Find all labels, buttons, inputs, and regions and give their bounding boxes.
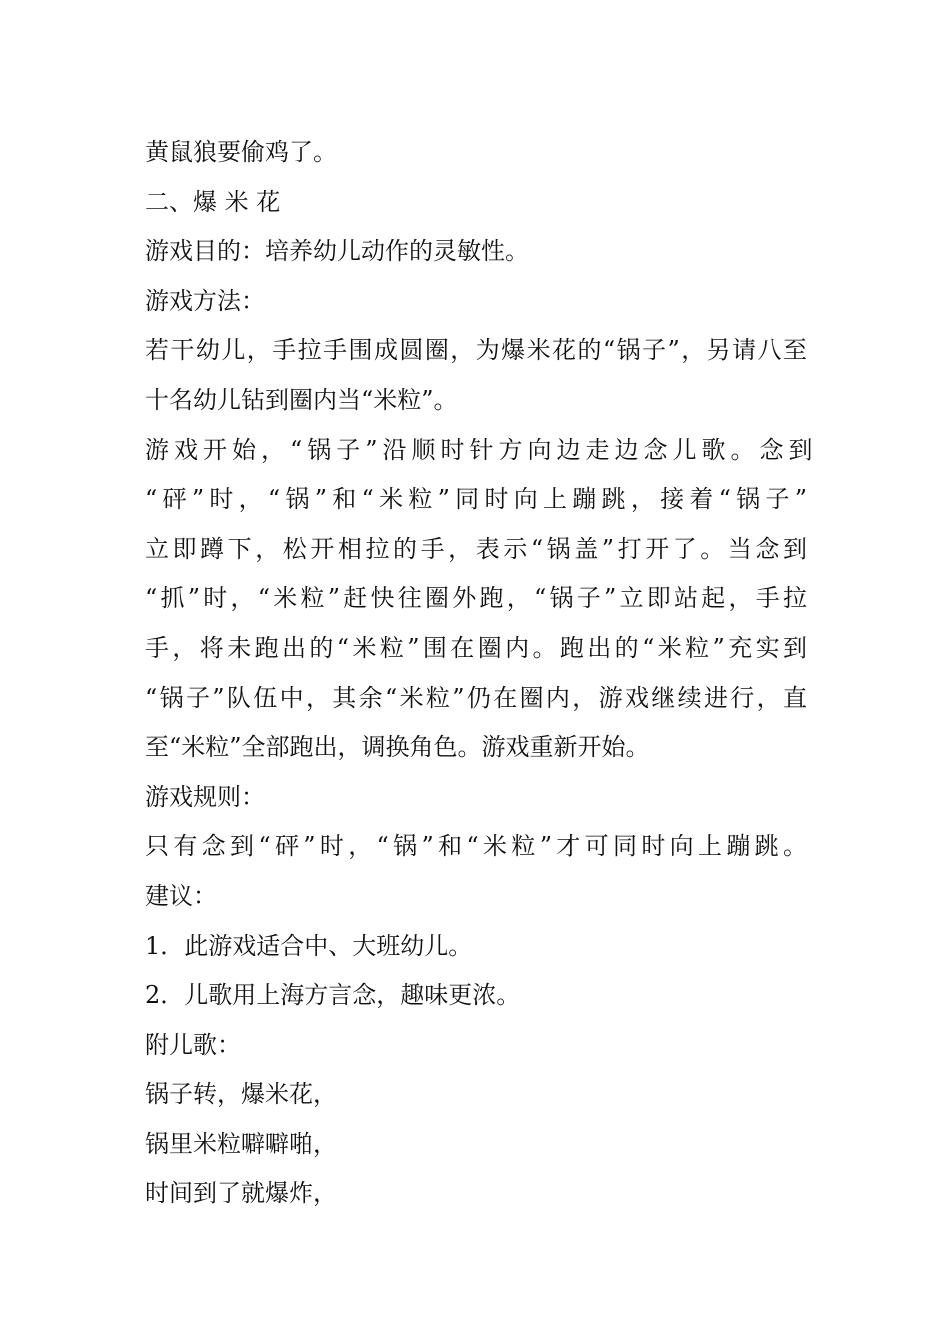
- verse-line: 时间到了就爆炸，: [145, 1179, 337, 1208]
- text-line: 游戏开始，“锅子”沿顺时针方向边走边念儿歌。念到: [145, 435, 818, 464]
- text-line: 立即蹲下，松开相拉的手，表示“锅盖”打开了。当念到: [145, 534, 807, 563]
- text-line: 至“米粒”全部跑出，调换角色。游戏重新开始。: [145, 733, 650, 762]
- document-body: [145, 128, 818, 1219]
- text-line: 只有念到“砰”时，“锅”和“米粒”才可同时向上蹦跳。: [145, 832, 807, 861]
- text-line: 游戏方法：: [145, 286, 265, 315]
- text-line: 游戏规则：: [145, 782, 265, 811]
- text-line: 手，将未跑出的“米粒”围在圈内。跑出的“米粒”充实到: [145, 633, 807, 662]
- list-item: 1．此游戏适合中、大班幼儿。: [145, 931, 473, 960]
- text-line: 黄鼠狼要偷鸡了。: [145, 138, 337, 166]
- text-line: 建议：: [145, 881, 217, 910]
- text-line: 十名幼儿钻到圈内当“米粒”。: [145, 385, 458, 414]
- section-heading: 二、爆 米 花: [145, 187, 281, 216]
- verse-line: 锅里米粒噼噼啪，: [145, 1129, 337, 1158]
- text-line: 附儿歌：: [145, 1030, 241, 1059]
- text-line: 若干幼儿，手拉手围成圆圈，为爆米花的“锅子”，另请八至: [145, 336, 807, 365]
- verse-line: 锅子转，爆米花，: [145, 1080, 337, 1109]
- text-line: “砰”时，“锅”和“米粒”同时向上蹦跳，接着“锅子”: [145, 485, 807, 514]
- text-line: “抓”时，“米粒”赶快往圈外跑，“锅子”立即站起，手拉: [145, 584, 807, 613]
- list-item: 2．儿歌用上海方言念，趣味更浓。: [145, 981, 521, 1010]
- text-line: “锅子”队伍中，其余“米粒”仍在圈内，游戏继续进行，直: [145, 683, 807, 712]
- text-line: 游戏目的：培养幼儿动作的灵敏性。: [145, 237, 529, 266]
